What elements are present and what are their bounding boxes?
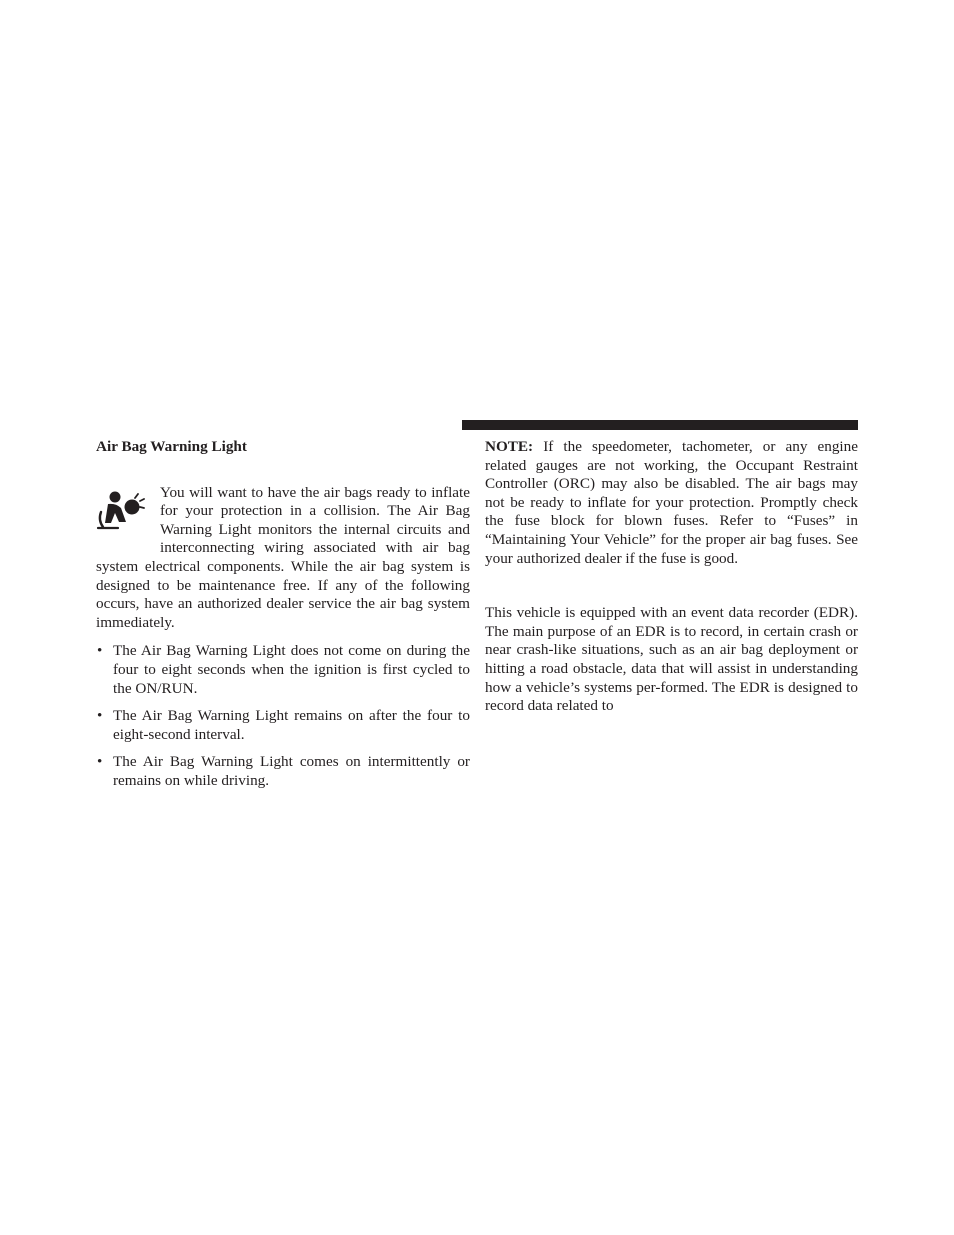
- edr-paragraph: This vehicle is equipped with an event data recorder (EDR). The main purpose of an EDR is to record, in certain crash or near crash-like situations, such as an air bag deployment or hitting a road obstacle, data that will assist in understanding how a vehicle’s systems per-formed. The EDR is designed to record data related to: [485, 604, 858, 715]
- list-item-text: The Air Bag Warning Light remains on after the four to eight-second interval.: [113, 707, 470, 743]
- air-bag-warning-icon-graphic: [96, 490, 146, 534]
- section-divider-bar: [462, 420, 858, 430]
- bullet-icon: •: [97, 753, 103, 771]
- left-column: [96, 438, 470, 800]
- list-item: [96, 642, 470, 698]
- note-text: If the speedometer, tachometer, or any engine related gauges are not working, the Occupant Restraint Controller (ORC) may also be disabled. The air bags may not be ready to inflate for your protection. Promptly check the fuse block for blown fuses. Refer to “Fuses” in “Maintaining Your Vehicle” for the proper air bag fuses. See your authorized dealer if the fuse is good.: [485, 438, 858, 567]
- list-item-text: The Air Bag Warning Light comes on intermittently or remains on while driving.: [113, 753, 470, 789]
- bullet-icon: •: [97, 642, 103, 660]
- note-label: NOTE:: [485, 438, 534, 455]
- warning-conditions-list: [96, 642, 470, 790]
- air-bag-warning-icon: [96, 484, 160, 558]
- bullet-icon: •: [97, 707, 103, 725]
- list-item: [96, 753, 470, 790]
- note-paragraph: [485, 438, 858, 568]
- list-item: [96, 707, 470, 744]
- list-item-text: The Air Bag Warning Light does not come on during the four to eight seconds when the ignition is first cycled to the ON/RUN.: [113, 642, 470, 697]
- section-heading: Air Bag Warning Light: [96, 438, 247, 455]
- right-column: [485, 438, 858, 716]
- intro-text: You will want to have the air bags ready to inflate for your protection in a collision. The Air Bag Warning Light monitors the internal circuits and interconnecting wiring associated with air bag system electrical components. While the air bag system is designed to be maintenance free. If any of the following occurs, have an authorized dealer service the air bag system immediately.: [96, 483, 470, 631]
- intro-paragraph: [96, 484, 470, 633]
